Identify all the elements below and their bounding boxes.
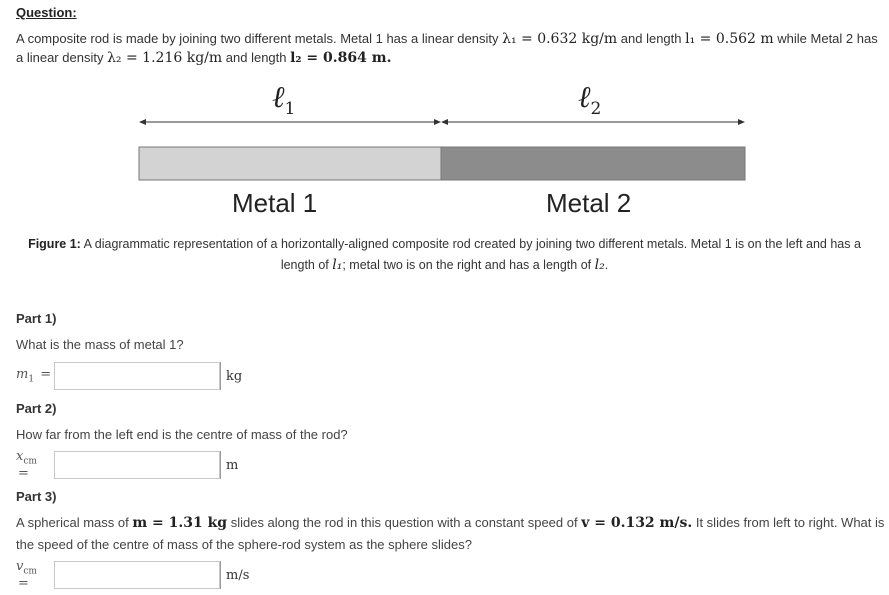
metal-1-label: Metal 1 [232, 188, 318, 218]
part-1-variable [16, 367, 52, 385]
part-2-unit: m [220, 451, 238, 479]
part-3-m-math: m = 1.31 kg [132, 515, 228, 531]
part-3-text-c: It slides from left to right. What is [692, 515, 885, 530]
part-3-var-sub: cm [23, 566, 37, 577]
metal-1-bar [139, 147, 441, 180]
part-3-equals: = [18, 576, 29, 592]
part-1-var-main: m [16, 367, 29, 383]
part-3-text-a: A spherical mass of [16, 515, 133, 530]
caption-text-c: . [604, 258, 609, 272]
part-1-answer-row [16, 361, 242, 391]
part-2-answer-row [16, 450, 238, 480]
part-1-var-sub: 1 [28, 374, 35, 385]
part-3-title: Part 3) [16, 489, 57, 504]
part-3-answer-row [16, 560, 249, 590]
part-2-variable [16, 449, 52, 482]
question-text-2a: a linear density [16, 50, 108, 65]
figure-caption [16, 234, 873, 276]
caption-l2: l₂ [594, 257, 605, 273]
part-1-question: What is the mass of metal 1? [16, 337, 184, 352]
caption-bold: Figure 1: [28, 237, 81, 251]
lambda1-math: λ₁ = 0.632 kg/m [502, 31, 618, 47]
metal-2-label: Metal 2 [546, 188, 632, 218]
speed-centre-of-mass-input[interactable] [54, 561, 220, 589]
lambda2-math: λ₂ = 1.216 kg/m [107, 50, 223, 66]
caption-text-a: A diagrammatic representation of a horizontally-aligned composite rod created by joining two different metals. Metal 1 is on the left and has a length of [80, 237, 861, 272]
part-3-variable [16, 559, 52, 592]
question-text-1b: and length [617, 31, 686, 46]
question-text-2b: and length [222, 50, 291, 65]
length-arrows [0, 0, 889, 200]
question-text-1a: A composite rod is made by joining two different metals. Metal 1 has a linear density [16, 31, 503, 46]
l2-symbol: ℓ [578, 80, 591, 115]
part-3-question-line-2: the speed of the centre of mass of the sphere-rod system as the sphere slides? [16, 537, 472, 552]
part-3-v-math: v = 0.132 m/s. [581, 515, 693, 531]
part-2-var-sub: cm [23, 456, 37, 467]
l1-subscript: 1 [284, 99, 296, 119]
part-1-title: Part 1) [16, 311, 57, 326]
part-2-title: Part 2) [16, 401, 57, 416]
metal-2-bar [441, 147, 745, 180]
centre-of-mass-input[interactable] [54, 451, 220, 479]
l2-subscript: 2 [590, 99, 602, 119]
question-label: Question: [16, 5, 77, 20]
part-3-var-main: v [16, 558, 24, 574]
part-2-question: How far from the left end is the centre of mass of the rod? [16, 427, 348, 442]
part-3-question-line-1 [16, 513, 884, 533]
caption-l1: l₁ [332, 257, 343, 273]
part-1-unit: kg [220, 362, 242, 390]
part-3-unit: m/s [220, 561, 249, 589]
part-2-equals: = [18, 466, 29, 482]
caption-text-b: ; metal two is on the right and has a length of [342, 258, 595, 272]
mass-metal-1-input[interactable] [54, 362, 220, 390]
l1-math: l₁ = 0.562 m [685, 31, 774, 47]
l2-math: l₂ = 0.864 m. [290, 50, 392, 66]
part-2-var-main: x [16, 448, 24, 464]
l1-length-arrow [139, 119, 441, 125]
l2-length-arrow [441, 119, 745, 125]
l1-symbol: ℓ [272, 80, 285, 115]
question-text-1c: while Metal 2 has [773, 31, 878, 46]
part-3-text-b: slides along the rod in this question with a constant speed of [227, 515, 582, 530]
part-1-equals: = [40, 367, 52, 383]
